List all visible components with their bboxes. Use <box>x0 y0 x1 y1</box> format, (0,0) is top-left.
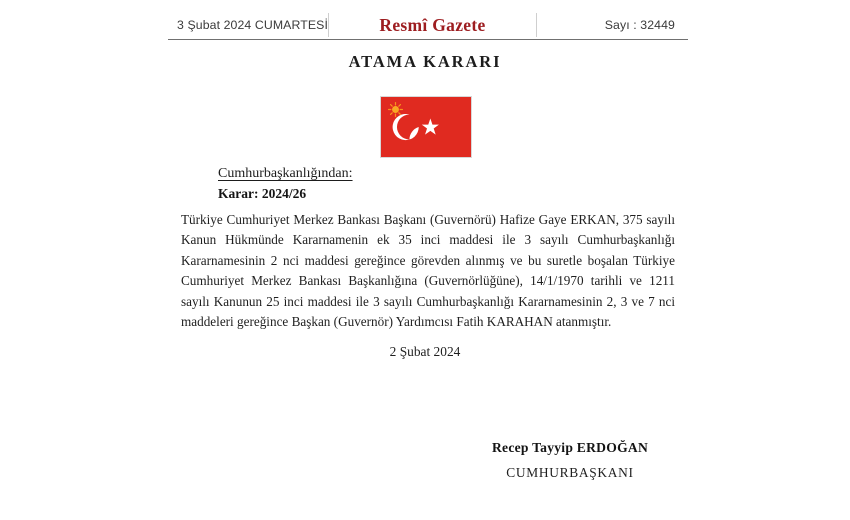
issue-number: Sayı : 32449 <box>604 18 675 32</box>
header-issue-cell <box>537 13 688 37</box>
decision-number: Karar: 2024/26 <box>218 186 307 201</box>
publication-date: 3 Şubat 2024 CUMARTESİ <box>177 18 328 32</box>
masthead-title: Resmî Gazete <box>379 14 486 35</box>
header-masthead-cell <box>329 13 537 37</box>
signer-title: CUMHURBAŞKANI <box>506 465 634 480</box>
turkish-flag-icon <box>380 96 472 158</box>
gazette-header <box>168 13 688 40</box>
signer-name: Recep Tayyip ERDOĞAN <box>491 440 649 455</box>
header-date-cell <box>168 13 329 37</box>
decision-date: 2 Şubat 2024 <box>389 344 461 359</box>
issuing-authority: Cumhurbaşkanlığından: <box>218 166 353 181</box>
signature-block <box>400 440 740 481</box>
decision-body-text: Türkiye Cumhuriyet Merkez Bankası Başkanı (Guvernörü) Hafize Gaye ERKAN, 375 sayılı Kanun Hükmünde Kararnamenin ek 35 inci maddesi ile 3 sayılı Cumhurbaşkanlığı Kararnamesinin 2 nci maddesi gereğince görevden alınmış ve bu suretle boşalan Türkiye Cumhuriyet Merkez Bankası Başkanlığına (Guvernörlüğüne), 14/1/1970 tarihli ve 1211 sayılı Kanunun 25 inci maddesi ile 3 sayılı Cumhurbaşkanlığı Kararnamesinin 2, 3 ve 7 nci maddeleri gereğince Başkan (Guvernör) Yardımcısı Fatih KARAHAN atanmıştır. <box>181 212 675 330</box>
page-title: ATAMA KARARI <box>348 52 502 71</box>
sun-badge-icon <box>388 102 403 117</box>
